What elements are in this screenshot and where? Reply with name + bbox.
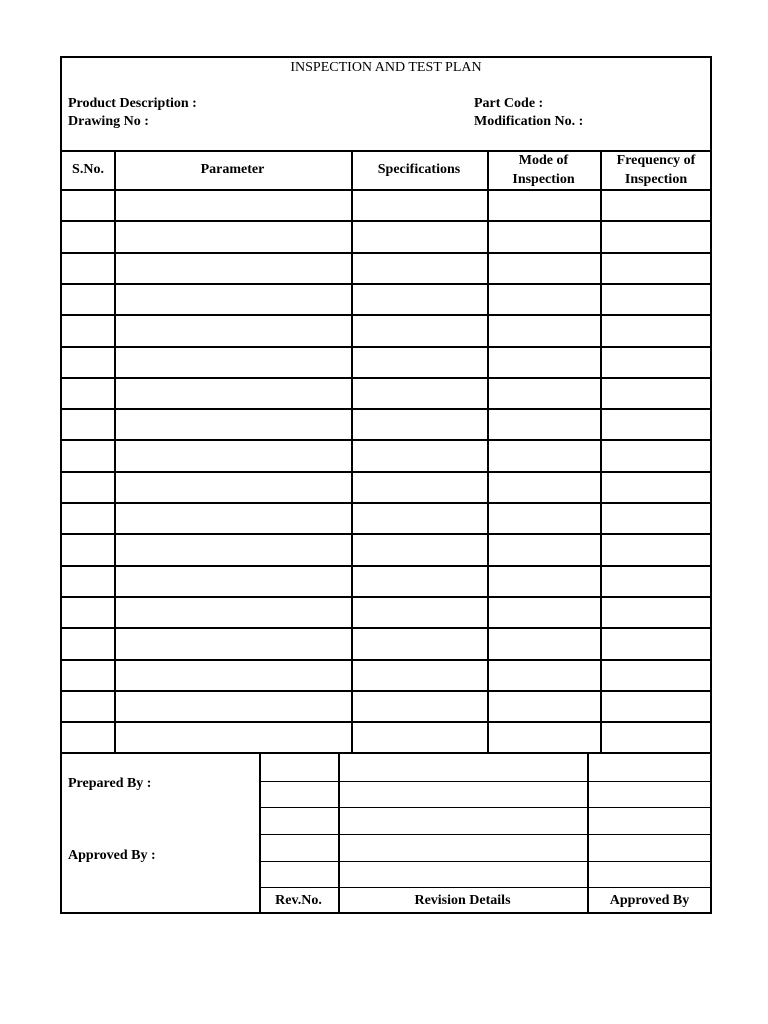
table-cell[interactable]: [487, 220, 600, 251]
table-cell[interactable]: [600, 565, 712, 596]
rev-no-header: Rev.No.: [275, 892, 322, 908]
table-cell[interactable]: [600, 408, 712, 439]
column-divider: [351, 150, 353, 752]
table-cell[interactable]: [487, 283, 600, 314]
table-cell[interactable]: [62, 252, 114, 283]
revision-cell[interactable]: [338, 781, 587, 807]
table-cell[interactable]: [600, 721, 712, 752]
table-cell[interactable]: [600, 439, 712, 470]
product-description-label: Product Description :: [68, 96, 197, 111]
table-cell[interactable]: [600, 377, 712, 408]
column-divider: [600, 150, 602, 752]
table-cell[interactable]: [351, 439, 487, 470]
table-cell[interactable]: [114, 189, 351, 220]
table-cell[interactable]: [600, 346, 712, 377]
table-cell[interactable]: [351, 189, 487, 220]
column-header-1: Parameter: [200, 162, 265, 177]
revision-details-header: Revision Details: [414, 892, 511, 908]
table-cell[interactable]: [114, 346, 351, 377]
approved-by-label: Approved By :: [68, 848, 156, 863]
table-cell[interactable]: [600, 627, 712, 658]
table-cell[interactable]: [487, 533, 600, 564]
table-cell[interactable]: [600, 283, 712, 314]
table-cell[interactable]: [487, 346, 600, 377]
revision-cell[interactable]: [338, 834, 587, 861]
table-cell[interactable]: [114, 377, 351, 408]
table-cell[interactable]: [487, 189, 600, 220]
revision-cell[interactable]: [587, 752, 712, 781]
table-cell[interactable]: [351, 533, 487, 564]
revision-cell[interactable]: [587, 834, 712, 861]
table-cell[interactable]: [351, 346, 487, 377]
table-cell[interactable]: [600, 314, 712, 345]
table-cell[interactable]: [62, 220, 114, 251]
table-cell[interactable]: [487, 471, 600, 502]
table-cell[interactable]: [487, 659, 600, 690]
form-title: INSPECTION AND TEST PLAN: [290, 60, 482, 75]
table-cell[interactable]: [62, 346, 114, 377]
revision-cell[interactable]: [338, 752, 587, 781]
table-cell[interactable]: [114, 627, 351, 658]
table-cell[interactable]: [351, 502, 487, 533]
table-cell[interactable]: [62, 565, 114, 596]
table-cell[interactable]: [114, 220, 351, 251]
table-cell[interactable]: [114, 314, 351, 345]
revision-cell[interactable]: [587, 807, 712, 834]
table-cell[interactable]: [487, 408, 600, 439]
table-cell[interactable]: [351, 721, 487, 752]
table-cell[interactable]: [600, 189, 712, 220]
table-cell[interactable]: [62, 502, 114, 533]
table-cell[interactable]: [114, 471, 351, 502]
table-cell[interactable]: [62, 314, 114, 345]
table-cell[interactable]: [351, 596, 487, 627]
revision-cell[interactable]: [259, 861, 338, 887]
table-cell[interactable]: [487, 502, 600, 533]
revision-cell[interactable]: [587, 781, 712, 807]
revision-cell[interactable]: [259, 807, 338, 834]
table-cell[interactable]: [114, 565, 351, 596]
table-cell[interactable]: [114, 502, 351, 533]
table-cell[interactable]: [487, 565, 600, 596]
table-cell[interactable]: [351, 659, 487, 690]
inspection-test-plan-form: [60, 56, 712, 914]
table-cell[interactable]: [62, 283, 114, 314]
table-cell[interactable]: [114, 283, 351, 314]
table-cell[interactable]: [487, 596, 600, 627]
table-cell[interactable]: [487, 314, 600, 345]
table-cell[interactable]: [600, 659, 712, 690]
drawing-no-label: Drawing No :: [68, 114, 149, 129]
table-cell[interactable]: [600, 502, 712, 533]
revision-cell[interactable]: [338, 861, 587, 887]
table-cell[interactable]: [62, 471, 114, 502]
table-cell[interactable]: [600, 471, 712, 502]
table-cell[interactable]: [351, 283, 487, 314]
table-cell[interactable]: [600, 252, 712, 283]
table-cell[interactable]: [62, 659, 114, 690]
table-cell[interactable]: [62, 627, 114, 658]
revision-cell[interactable]: [259, 752, 338, 781]
table-cell[interactable]: [114, 533, 351, 564]
table-cell[interactable]: [62, 721, 114, 752]
revision-cell[interactable]: [259, 834, 338, 861]
table-cell[interactable]: [114, 439, 351, 470]
table-cell[interactable]: [600, 690, 712, 721]
table-cell[interactable]: [351, 314, 487, 345]
table-cell[interactable]: [487, 252, 600, 283]
column-header-2: Specifications: [377, 162, 461, 177]
column-divider: [487, 150, 489, 752]
table-cell[interactable]: [351, 627, 487, 658]
table-cell[interactable]: [487, 721, 600, 752]
table-cell[interactable]: [351, 408, 487, 439]
prepared-by-label: Prepared By :: [68, 776, 152, 791]
table-cell[interactable]: [600, 533, 712, 564]
table-cell[interactable]: [62, 408, 114, 439]
table-cell[interactable]: [351, 471, 487, 502]
table-cell[interactable]: [114, 408, 351, 439]
table-cell[interactable]: [351, 690, 487, 721]
table-cell[interactable]: [351, 220, 487, 251]
revision-cell[interactable]: [587, 861, 712, 887]
table-cell[interactable]: [114, 252, 351, 283]
table-cell[interactable]: [114, 659, 351, 690]
part-code-label: Part Code :: [474, 96, 544, 111]
table-cell[interactable]: [351, 377, 487, 408]
column-header-0: S.No.: [72, 162, 104, 177]
table-cell[interactable]: [62, 690, 114, 721]
table-cell[interactable]: [62, 189, 114, 220]
table-cell[interactable]: [487, 439, 600, 470]
column-divider: [114, 150, 116, 752]
table-cell[interactable]: [62, 377, 114, 408]
table-cell[interactable]: [114, 721, 351, 752]
revision-cell[interactable]: [338, 807, 587, 834]
approved-by-header: Approved By: [609, 892, 690, 908]
table-cell[interactable]: [114, 596, 351, 627]
table-cell[interactable]: [62, 596, 114, 627]
modification-no-label: Modification No. :: [474, 114, 584, 129]
table-cell[interactable]: [600, 596, 712, 627]
table-cell[interactable]: [62, 439, 114, 470]
table-cell[interactable]: [600, 220, 712, 251]
revision-cell[interactable]: [259, 781, 338, 807]
table-cell[interactable]: [351, 252, 487, 283]
table-cell[interactable]: [487, 627, 600, 658]
table-cell[interactable]: [62, 533, 114, 564]
table-cell[interactable]: [351, 565, 487, 596]
column-header-4: Frequency of Inspection: [616, 152, 696, 187]
table-cell[interactable]: [487, 377, 600, 408]
table-cell[interactable]: [487, 690, 600, 721]
column-header-3: Mode of Inspection: [512, 152, 575, 187]
table-cell[interactable]: [114, 690, 351, 721]
